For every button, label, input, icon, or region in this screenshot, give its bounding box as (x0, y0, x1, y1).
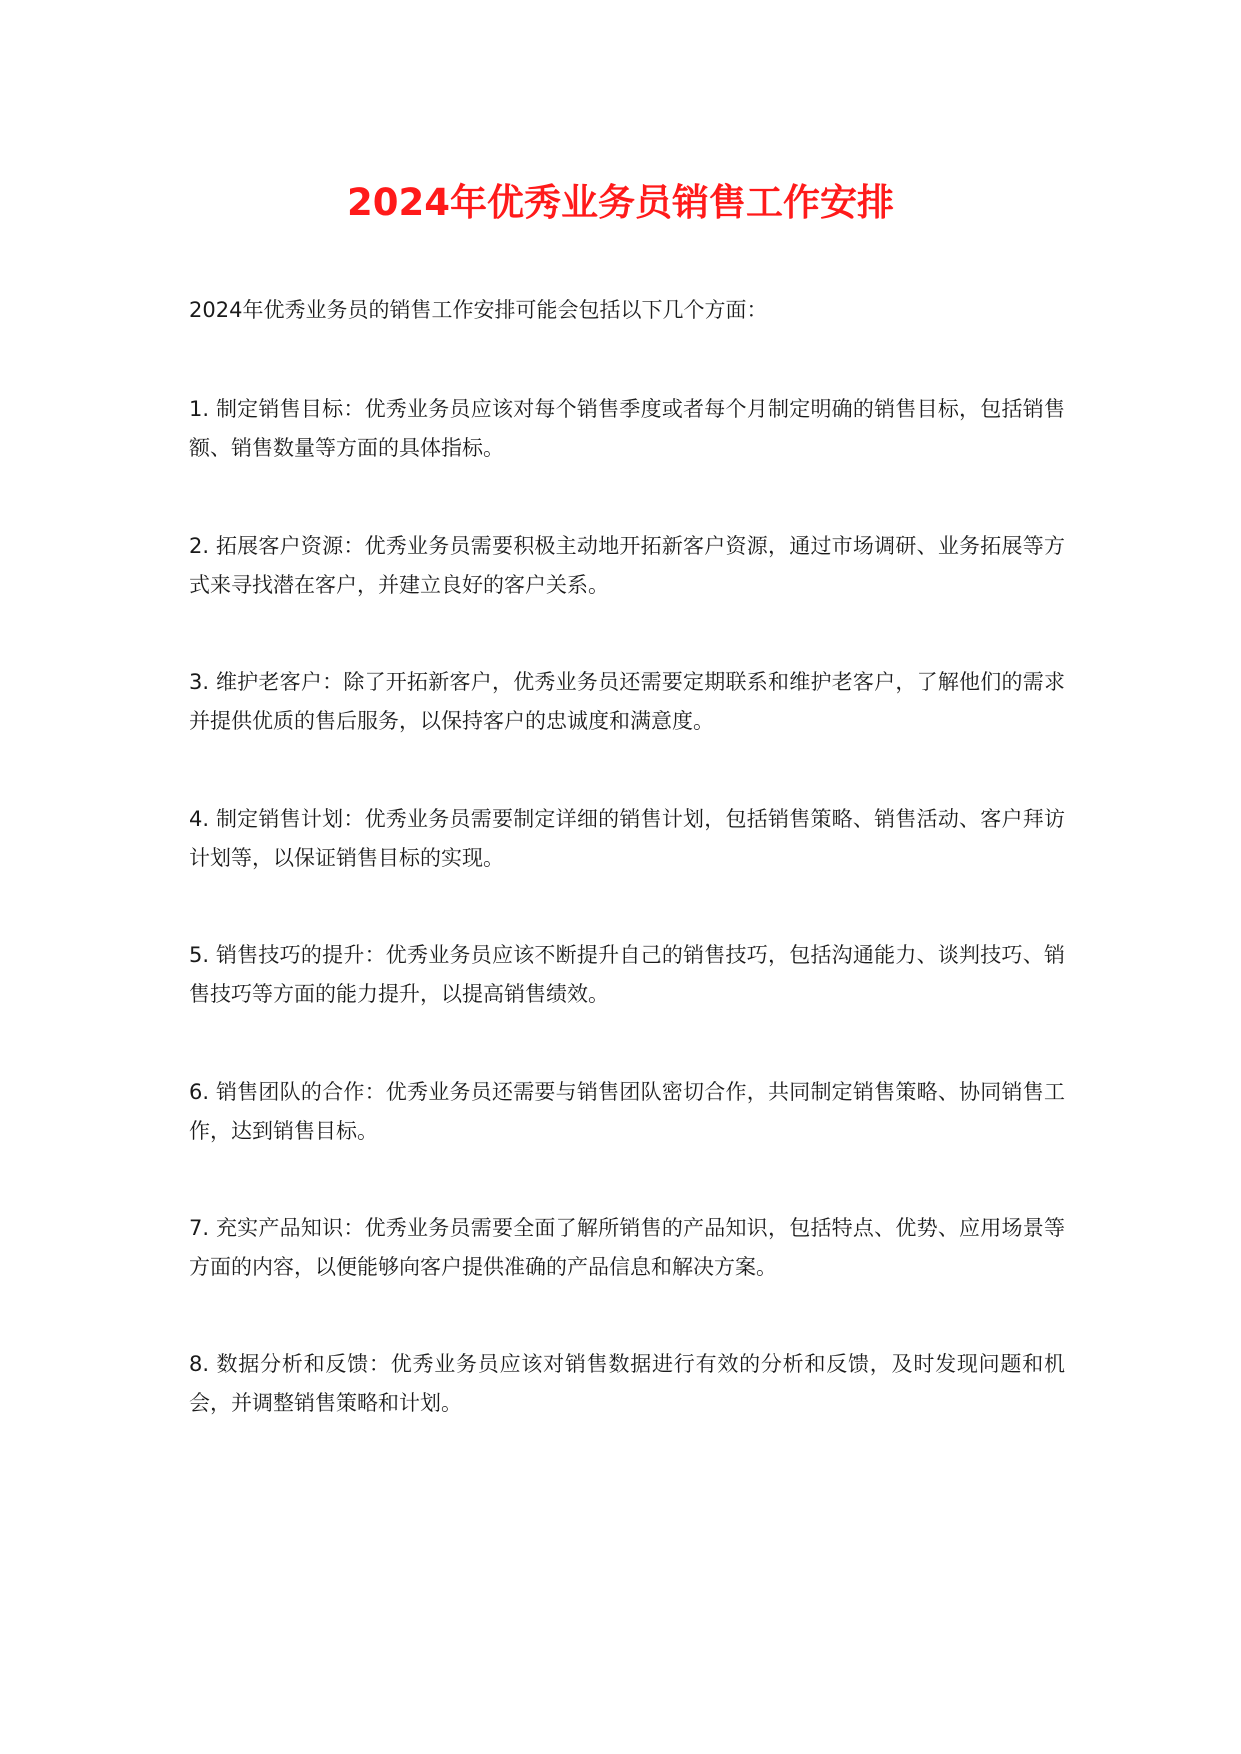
list-item: 4. 制定销售计划：优秀业务员需要制定详细的销售计划，包括销售策略、销售活动、客户拜访计划等，以保证销售目标的实现。 (189, 807, 1065, 870)
list-item: 2. 拓展客户资源：优秀业务员需要积极主动地开拓新客户资源，通过市场调研、业务拓展等方式来寻找潜在客户，并建立良好的客户关系。 (189, 534, 1065, 597)
list-item: 8. 数据分析和反馈：优秀业务员应该对销售数据进行有效的分析和反馈，及时发现问题和机会，并调整销售策略和计划。 (189, 1352, 1065, 1415)
intro-paragraph: 2024年优秀业务员的销售工作安排可能会包括以下几个方面： (189, 298, 768, 322)
list-item: 5. 销售技巧的提升：优秀业务员应该不断提升自己的销售技巧，包括沟通能力、谈判技巧、销售技巧等方面的能力提升，以提高销售绩效。 (189, 943, 1065, 1006)
list-item: 1. 制定销售目标：优秀业务员应该对每个销售季度或者每个月制定明确的销售目标，包括销售额、销售数量等方面的具体指标。 (189, 397, 1065, 460)
list-item: 6. 销售团队的合作：优秀业务员还需要与销售团队密切合作，共同制定销售策略、协同销售工作，达到销售目标。 (189, 1080, 1065, 1143)
document-title: 2024年优秀业务员销售工作安排 (347, 181, 894, 224)
list-item: 7. 充实产品知识：优秀业务员需要全面了解所销售的产品知识，包括特点、优势、应用场景等方面的内容，以便能够向客户提供准确的产品信息和解决方案。 (189, 1216, 1065, 1279)
list-item: 3. 维护老客户：除了开拓新客户，优秀业务员还需要定期联系和维护老客户，了解他们的需求并提供优质的售后服务，以保持客户的忠诚度和满意度。 (189, 670, 1065, 733)
